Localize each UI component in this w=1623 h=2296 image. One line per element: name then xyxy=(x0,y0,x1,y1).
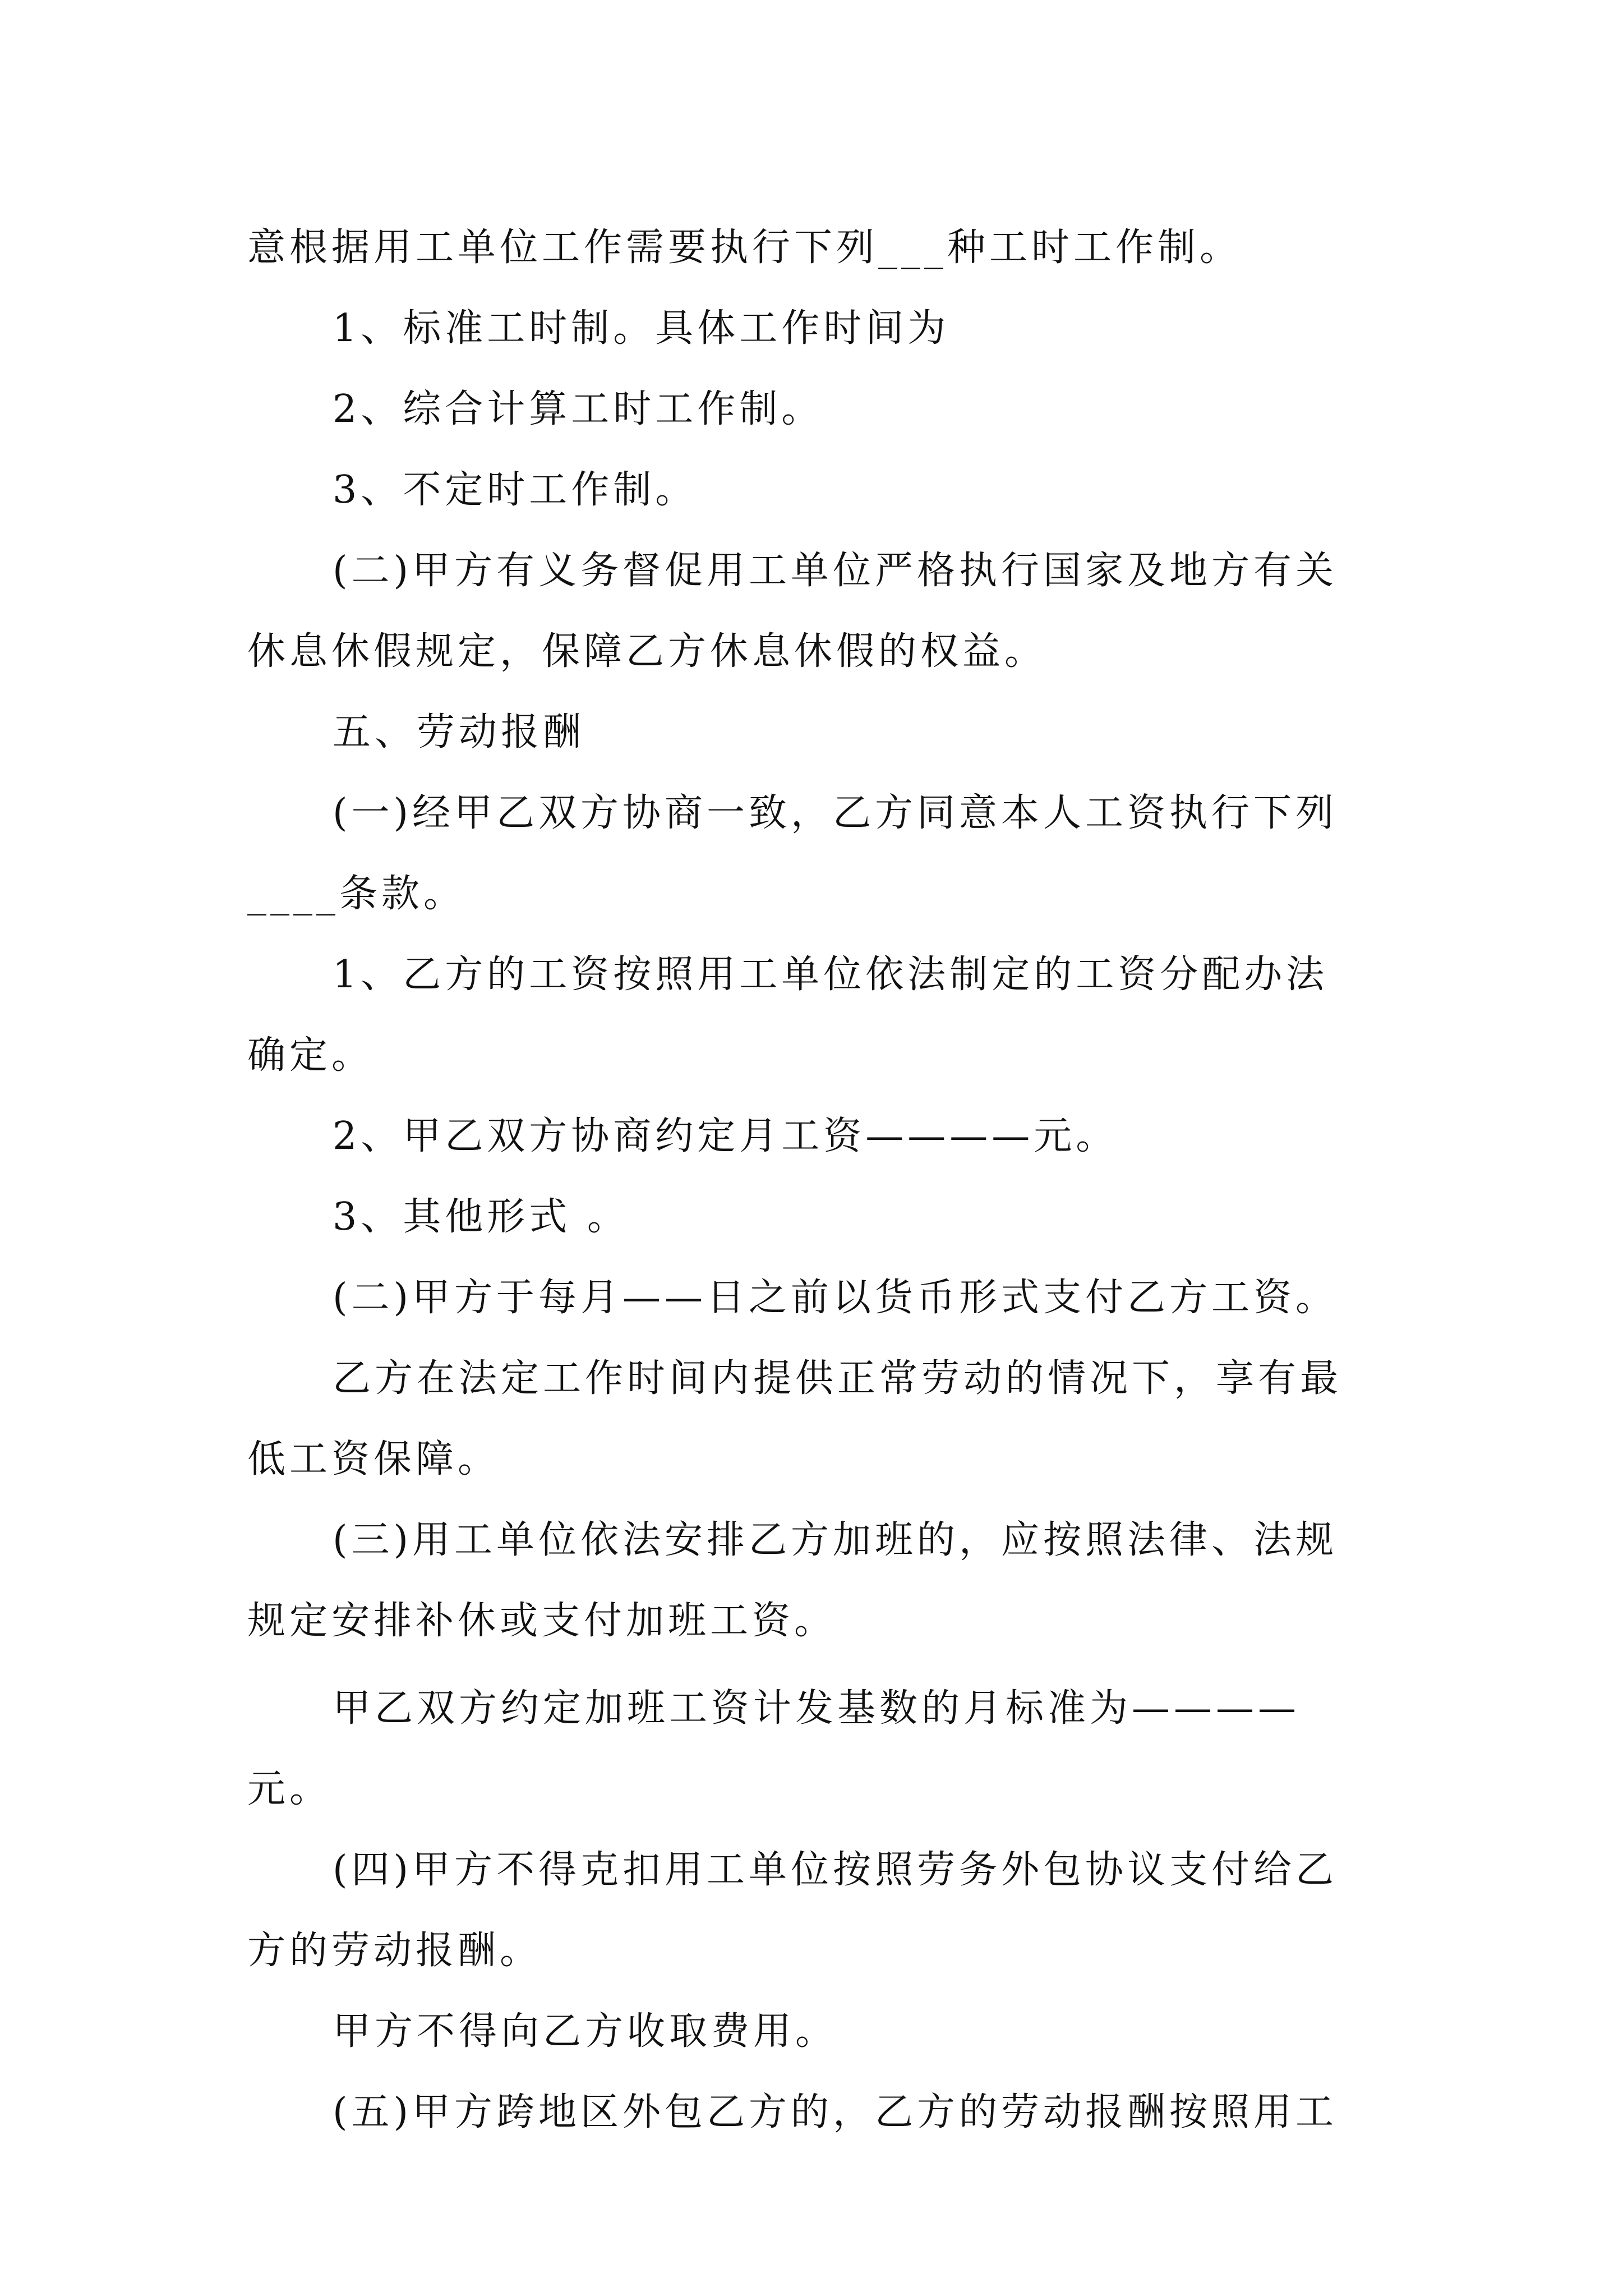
text-line: 方的劳动报酬。 xyxy=(247,1929,542,1973)
text-line: (一)经甲乙双方协商一致，乙方同意本人工资执行下列 xyxy=(333,791,1338,835)
text-line: 规定安排补休或支付加班工资。 xyxy=(247,1599,837,1643)
text-line: 3、不定时工作制。 xyxy=(333,468,698,512)
text-line: (五)甲方跨地区外包乙方的，乙方的劳动报酬按照用工 xyxy=(333,2090,1338,2134)
text-line: 2、甲乙双方协商约定月工资————元。 xyxy=(333,1114,1118,1158)
text-line: 休息休假规定，保障乙方休息休假的权益。 xyxy=(247,629,1047,674)
text-line: (三)用工单位依法安排乙方加班的，应按照法律、法规 xyxy=(333,1518,1338,1562)
text-line: 低工资保障。 xyxy=(247,1437,500,1481)
text-line: 1、乙方的工资按照用工单位依法制定的工资分配办法 xyxy=(333,953,1329,997)
text-line: (二)甲方于每月——日之前以货币形式支付乙方工资。 xyxy=(333,1276,1338,1320)
text-line: (二)甲方有义务督促用工单位严格执行国家及地方有关 xyxy=(333,549,1338,593)
text-line: ____条款。 xyxy=(247,872,466,916)
text-line: 甲乙双方约定加班工资计发基数的月标准为———— xyxy=(333,1686,1301,1731)
text-line: 2、综合计算工时工作制。 xyxy=(333,387,824,431)
text-line: 元。 xyxy=(247,1767,332,1811)
text-line: 甲方不得向乙方收取费用。 xyxy=(333,2009,838,2054)
text-line: (四)甲方不得克扣用工单位按照劳务外包协议支付给乙 xyxy=(333,1848,1338,1892)
text-line: 意根据用工单位工作需要执行下列___种工时工作制。 xyxy=(247,226,1242,270)
text-line: 1、标准工时制。具体工作时间为 xyxy=(333,306,950,351)
text-line: 3、其他形式 。 xyxy=(333,1195,629,1239)
section-heading: 五、劳动报酬 xyxy=(333,710,585,754)
text-line: 确定。 xyxy=(247,1033,374,1078)
document-body xyxy=(247,208,1380,2153)
text-line: 乙方在法定工作时间内提供正常劳动的情况下，享有最 xyxy=(333,1356,1343,1401)
